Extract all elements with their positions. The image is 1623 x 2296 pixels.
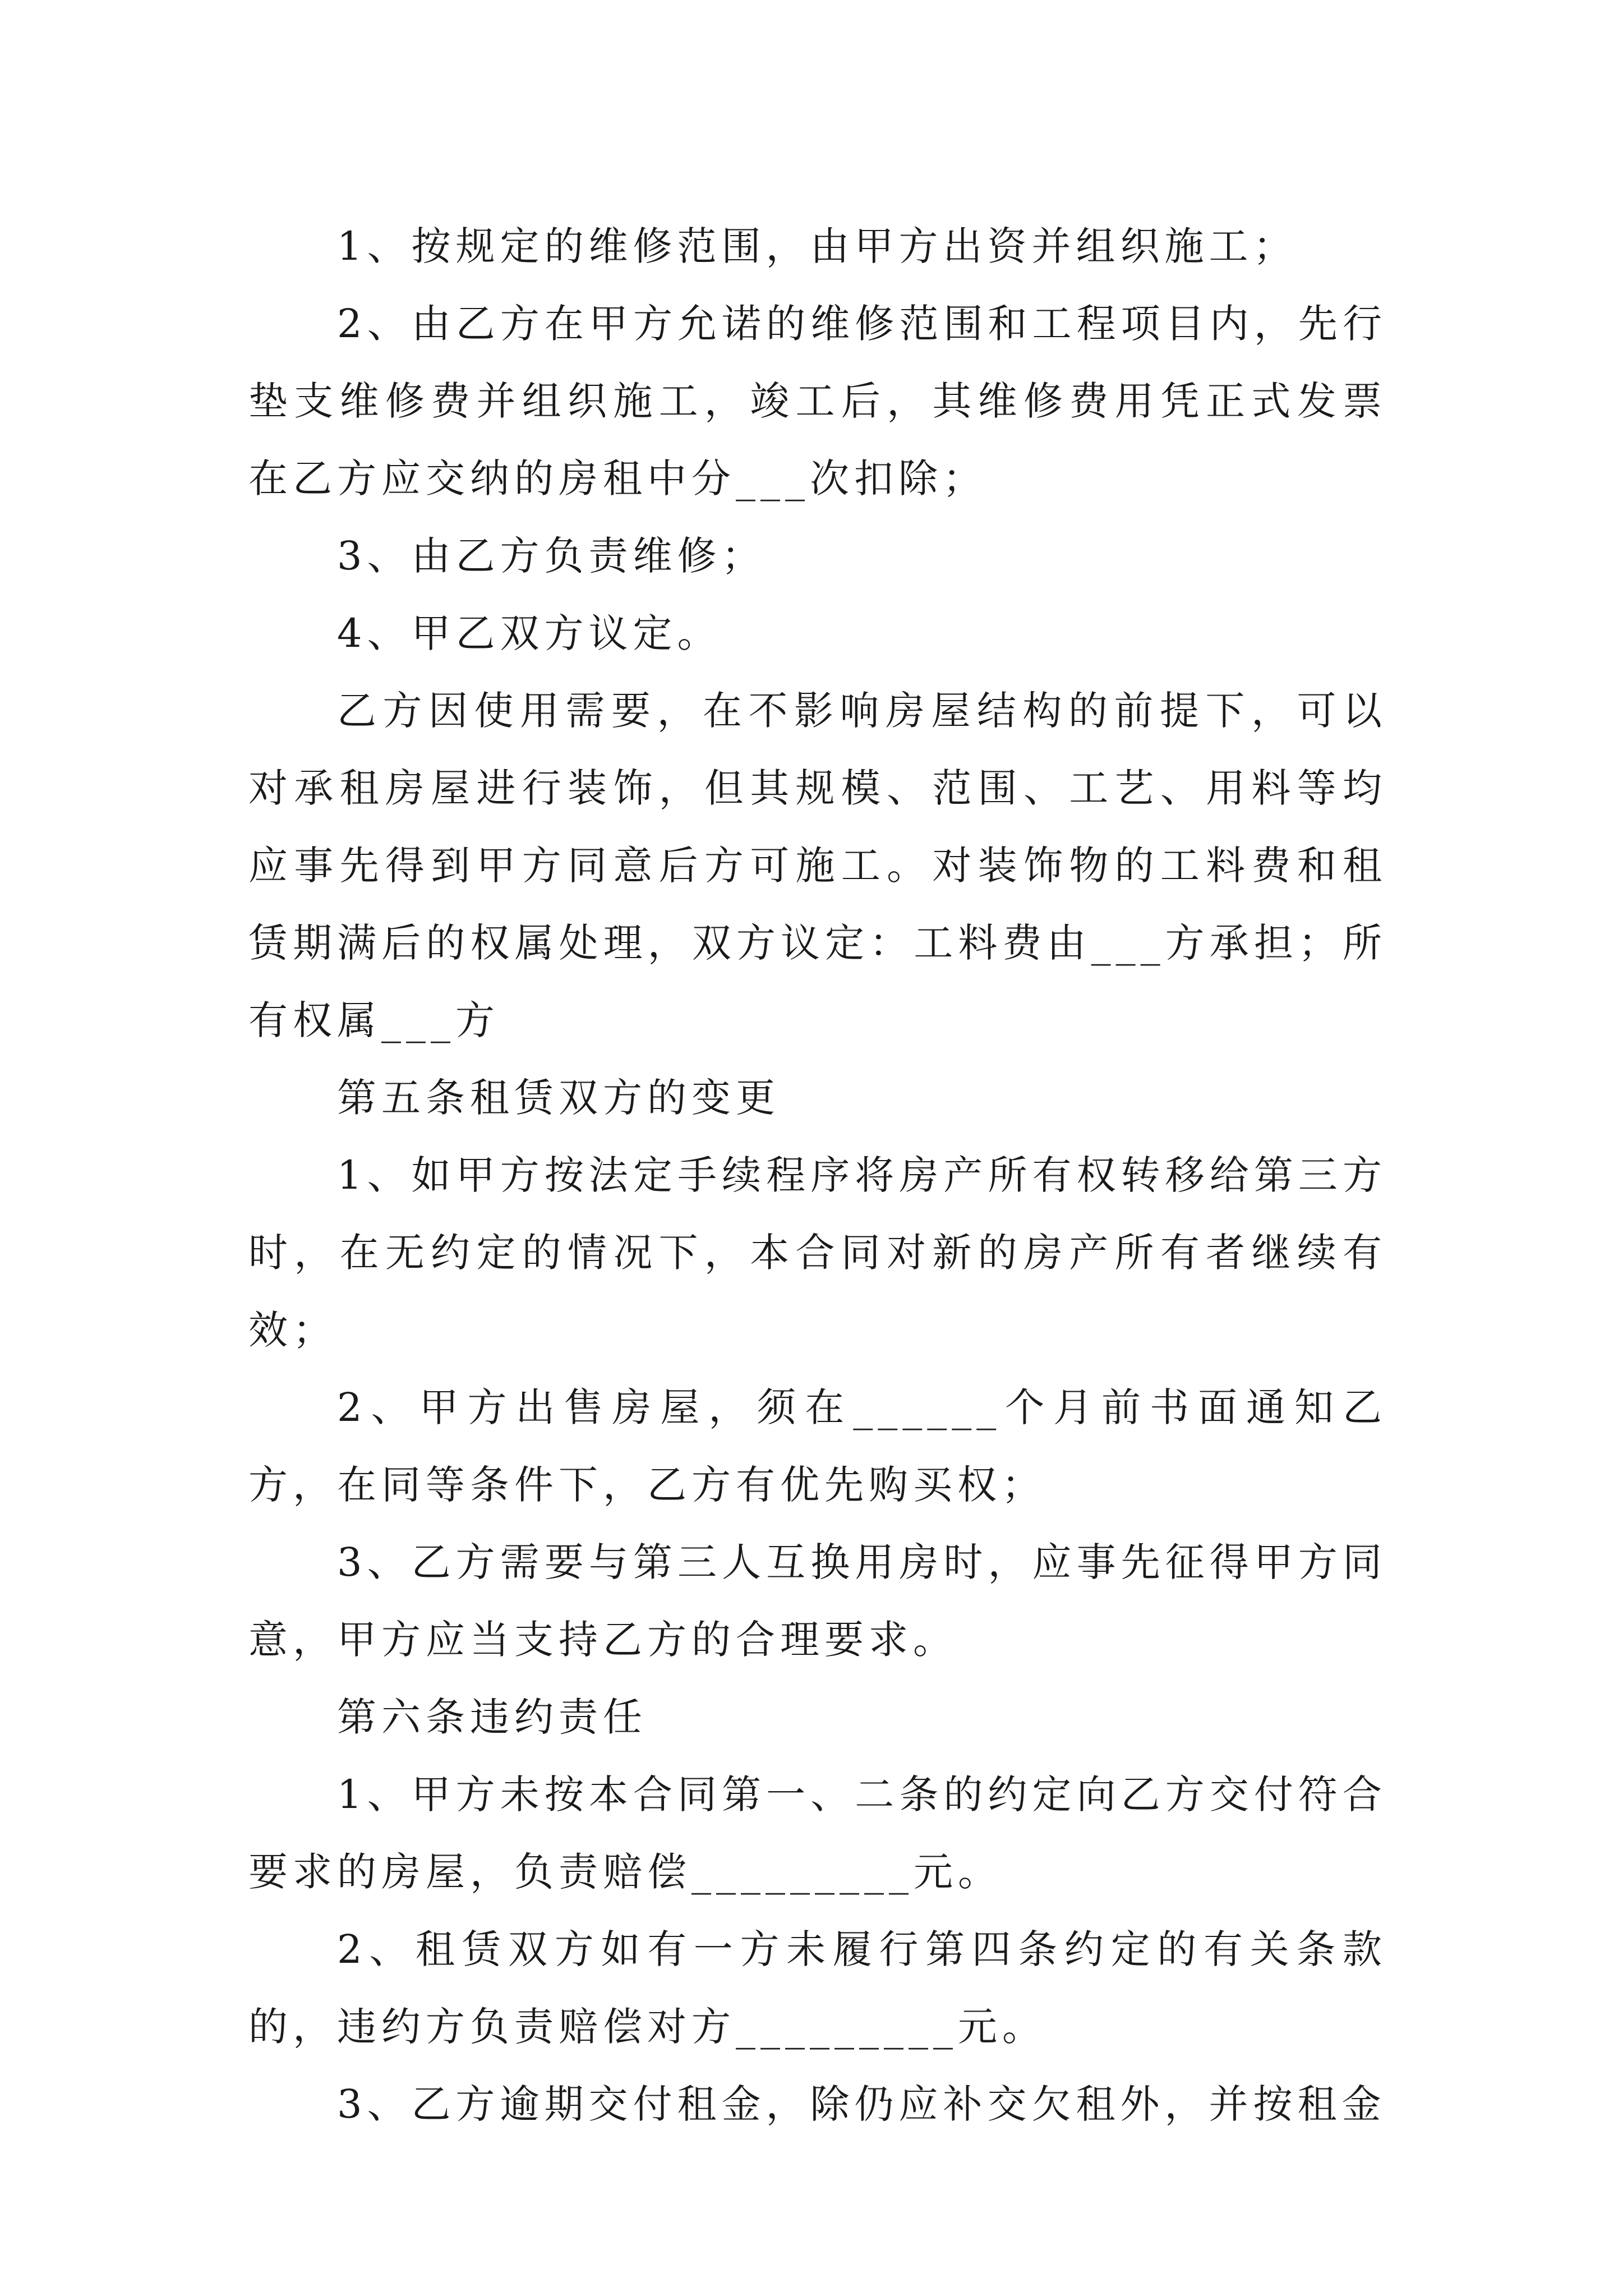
article-5-heading: 第五条租赁双方的变更 (337, 1075, 780, 1121)
article-5-item-2: 2、甲方出售房屋，须在______个月前书面通知乙方，在同等条件下，乙方有优先购买权； (248, 1384, 1387, 1508)
article-5-item-3: 3、乙方需要与第三人互换用房时，应事先征得甲方同意，甲方应当支持乙方的合理要求。 (248, 1539, 1387, 1663)
clause-repair-3: 3、由乙方负责维修； (337, 533, 766, 579)
clause-repair-2: 2、由乙方在甲方允诺的维修范围和工程项目内，先行垫支维修费并组织施工，竣工后，其维修费用凭正式发票在乙方应交纳的房租中分___次扣除； (248, 301, 1387, 501)
article-6-item-1: 1、甲方未按本合同第一、二条的约定向乙方交付符合要求的房屋，负责赔偿_________元。 (248, 1772, 1387, 1895)
article-6-heading: 第六条违约责任 (337, 1694, 647, 1740)
clause-repair-4: 4、甲乙双方议定。 (337, 610, 722, 656)
article-5-item-1: 1、如甲方按法定手续程序将房产所有权转移给第三方时，在无约定的情况下，本合同对新的房产所有者继续有效； (248, 1152, 1387, 1353)
article-6-item-2: 2、租赁双方如有一方未履行第四条约定的有关条款的，违约方负责赔偿对方_________元。 (248, 1926, 1387, 2050)
clause-decoration: 乙方因使用需要，在不影响房屋结构的前提下，可以对承租房屋进行装饰，但其规模、范围、工艺、用料等均应事先得到甲方同意后方可施工。对装饰物的工料费和租赁期满后的权属处理，双方议定：工料费由___方承担；所有权属___方 (248, 688, 1387, 1043)
clause-repair-1: 1、按规定的维修范围，由甲方出资并组织施工； (337, 223, 1298, 269)
article-6-item-3: 3、乙方逾期交付租金，除仍应补交欠租外，并按租金 (337, 2081, 1386, 2127)
document-body (248, 208, 1387, 2143)
